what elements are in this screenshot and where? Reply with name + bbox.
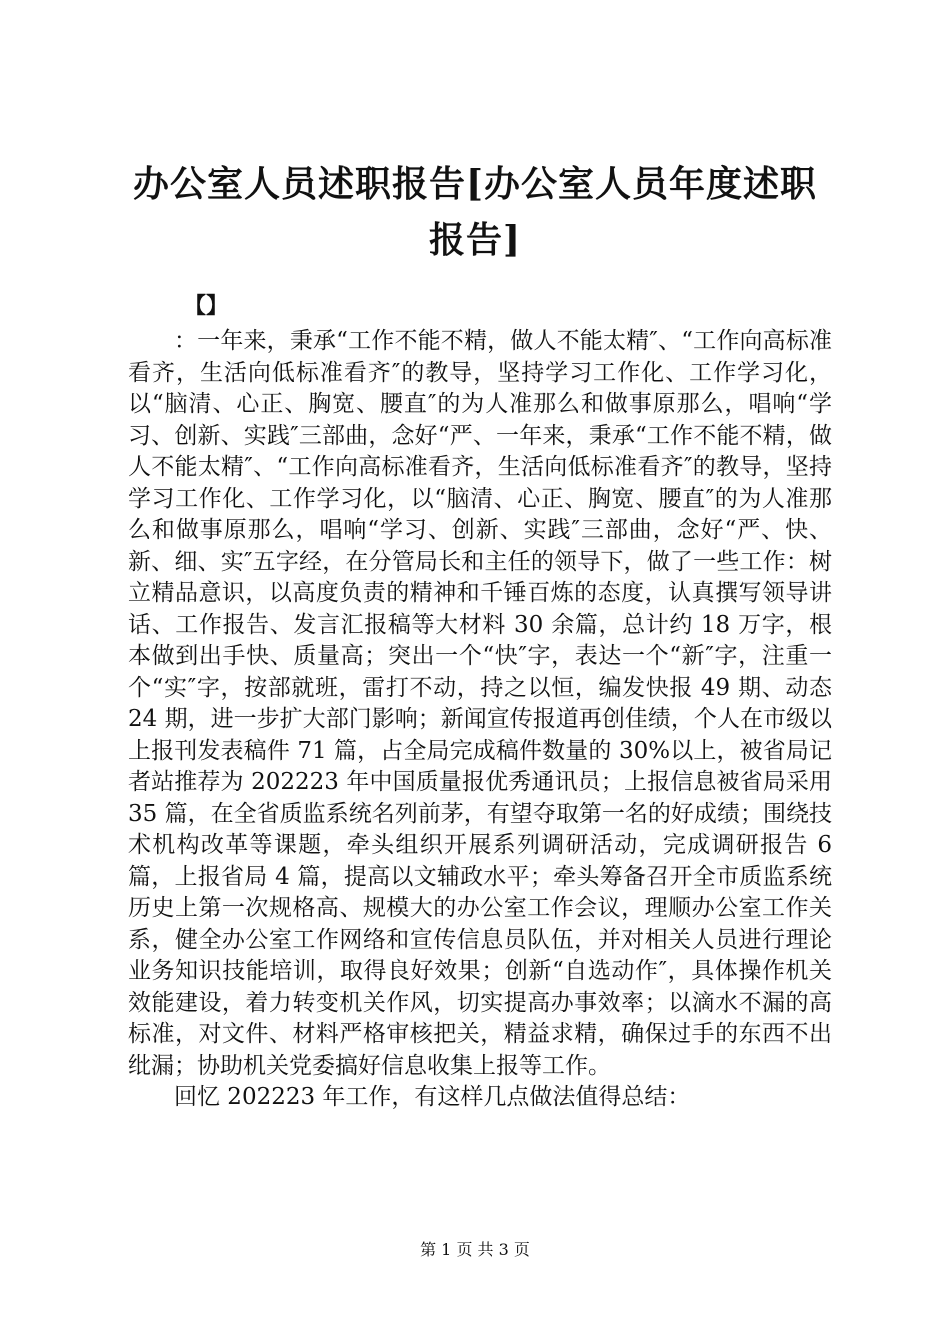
page-footer: 第 1 页 共 3 页 bbox=[420, 1240, 530, 1259]
document-title: 办公室人员述职报告[办公室人员年度述职报告] bbox=[132, 163, 818, 261]
body-paragraph: ：一年来，秉承“工作不能不精，做人不能太精″、“工作向高标准看齐，生活向低标准看齐″的教导，坚持学习工作化、工作学习化，以“脑清、心正、胸宽、腰直″的为人准那么和做事原那么，唱响“学习、创新、实践″三部曲，念好“严、一年来，秉承“工作不能不精，做人不能太精″、“工作向高标准看齐，生活向低标准看齐″的教导，坚持学习工作化、工作学习化，以“脑清、心正、胸宽、腰直″的为人准那么和做事原那么，唱响“学习、创新、实践″三部曲，念好“严、快、新、细、实″五字经，在分管局长和主任的领导下，做了一些工作：树立精品意识，以高度负责的精神和千锤百炼的态度，认真撰写领导讲话、工作报告、发言汇报稿等大材料 30 余篇，总计约 18 万字，根本做到出手快、质量高；突出一个“快″字，表达一个“新″字，注重一个“实″字，按部就班，雷打不动，持之以恒，编发快报 49 期、动态 24 期，进一步扩大部门影响；新闻宣传报道再创佳绩，个人在市级以上报刊发表稿件 71 篇，占全局完成稿件数量的 30%以上，被省局记者站推荐为 202223 年中国质量报优秀通讯员；上报信息被省局采用 35 篇，在全省质监系统名列前茅，有望夺取第一名的好成绩；围绕技术机构改革等课题，牵头组织开展系列调研活动，完成调研报告 6 篇，上报省局 4 篇，提高以文辅政水平；牵头筹备召开全市质监系统历史上第一次规格高、规模大的办公室工作会议，理顺办公室工作关系，健全办公室工作网络和宣传信息员队伍，并对相关人员进行理论业务知识技能培训，取得良好效果；创新“自选动作″，具体操作机关效能建设，着力转变机关作风，切实提高办事效率；以滴水不漏的高标准，对文件、材料严格审核把关，精益求精，确保过手的东西不出纰漏；协助机关党委搞好信息收集上报等工作。 bbox=[128, 328, 832, 1079]
body-paragraph: 回忆 202223 年工作，有这样几点做法值得总结： bbox=[174, 1084, 691, 1110]
document-body bbox=[128, 326, 832, 1114]
bracket-label: 【】 bbox=[184, 293, 229, 319]
